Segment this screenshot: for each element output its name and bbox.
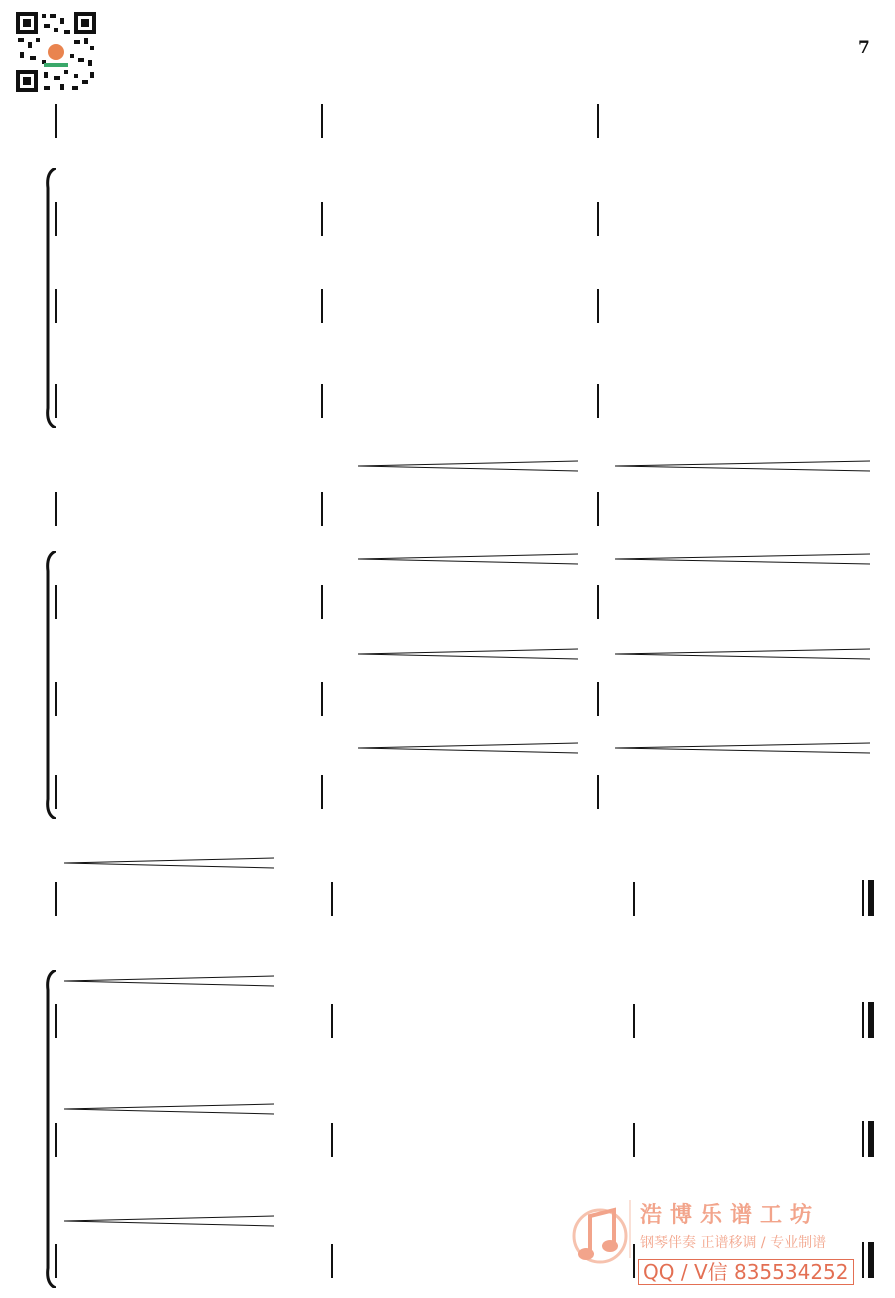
final-barline [862, 880, 864, 916]
barline [597, 202, 599, 236]
barline [331, 1244, 333, 1278]
barline [597, 492, 599, 526]
crescendo-hairpin [615, 648, 870, 660]
barline [321, 492, 323, 526]
final-barline [862, 1002, 864, 1038]
crescendo-hairpin [358, 553, 578, 565]
barline [321, 775, 323, 809]
barline [321, 384, 323, 418]
watermark-contact: QQ / V信 835534252 [638, 1259, 854, 1285]
watermark-title: 浩博乐谱工坊 [640, 1203, 821, 1228]
final-barline-thick [868, 1002, 874, 1038]
crescendo-hairpin [615, 742, 870, 754]
brace-icon [42, 970, 56, 1288]
barline [633, 1004, 635, 1038]
barline [331, 1123, 333, 1157]
barline [331, 882, 333, 916]
barline [597, 775, 599, 809]
barline [597, 104, 599, 138]
barline [321, 585, 323, 619]
barline [597, 682, 599, 716]
watermark-subtitle: 钢琴伴奏 正谱移调 / 专业制谱 [640, 1235, 827, 1251]
final-barline [862, 1121, 864, 1157]
barline [55, 882, 57, 916]
barline [55, 104, 57, 138]
crescendo-hairpin [64, 1215, 274, 1227]
crescendo-hairpin [358, 460, 578, 472]
barline [597, 289, 599, 323]
crescendo-hairpin [358, 742, 578, 754]
crescendo-hairpin [615, 553, 870, 565]
barline [321, 289, 323, 323]
barline [331, 1004, 333, 1038]
barline [633, 882, 635, 916]
page-number: 7 [858, 38, 870, 58]
crescendo-hairpin [615, 460, 870, 472]
barline [321, 202, 323, 236]
crescendo-hairpin [64, 857, 274, 869]
crescendo-hairpin [64, 975, 274, 987]
final-barline-thick [868, 1121, 874, 1157]
brace-icon [42, 551, 56, 819]
final-barline-thick [868, 880, 874, 916]
barline [633, 1123, 635, 1157]
barline [321, 682, 323, 716]
barline [597, 585, 599, 619]
barline [597, 384, 599, 418]
crescendo-hairpin [64, 1103, 274, 1115]
barline [321, 104, 323, 138]
crescendo-hairpin [358, 648, 578, 660]
barline [55, 492, 57, 526]
qr-code [14, 10, 98, 94]
brace-icon [42, 168, 56, 428]
